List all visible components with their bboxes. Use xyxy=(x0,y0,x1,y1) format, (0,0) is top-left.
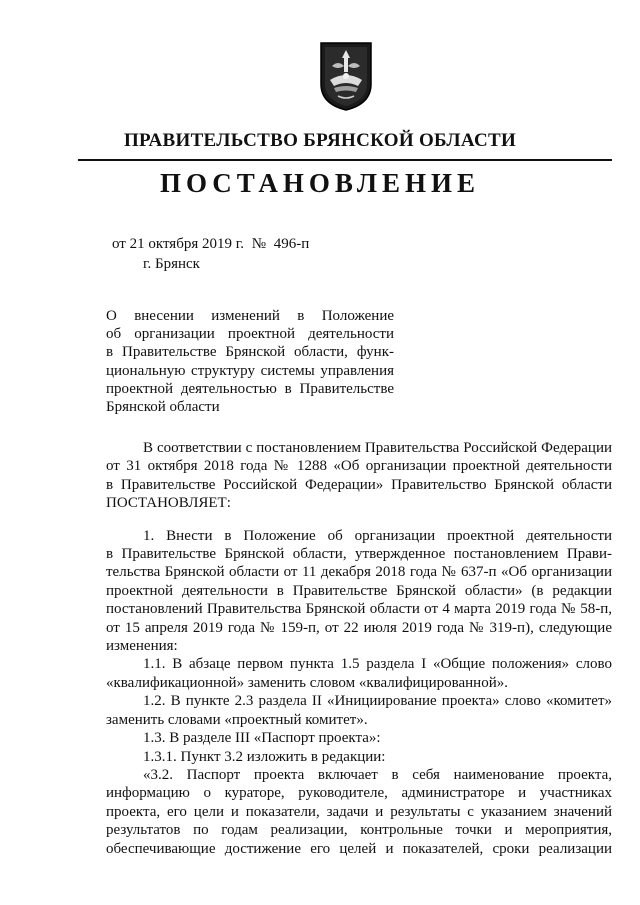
preamble-line: в Правительстве Российской Федерации» Правительство Брянской области xyxy=(106,476,612,493)
header-divider xyxy=(78,159,612,161)
clause-3-2-line: обеспечивающие достижение его целей и показателей, сроки реализации xyxy=(106,840,612,857)
item-1-2-line: 1.2. В пункте 2.3 раздела II «Инициирование проекта» слово «комитет» xyxy=(143,693,612,710)
item-1-line: 1. Внести в Положение об организации проектной деятельности xyxy=(143,527,612,544)
document-date: от 21 октября 2019 г. xyxy=(112,236,244,252)
document-number: 496-п xyxy=(273,236,310,252)
item-1-line: постановлений Правительства Брянской области от 4 марта 2019 года № 58-п, xyxy=(106,601,612,618)
coat-of-arms-icon xyxy=(318,40,374,112)
number-sign: № xyxy=(251,236,267,252)
document-city: г. Брянск xyxy=(143,256,200,272)
subject-line: в Правительстве Брянской области, функ- xyxy=(106,344,394,361)
clause-3-2-line: результатов по годам реализации, контрольные точки и мероприятия, xyxy=(106,822,612,839)
item-1-line: проектной деятельности в Правительстве Брянской области» (в редакции xyxy=(106,582,612,599)
government-title: ПРАВИТЕЛЬСТВО БРЯНСКОЙ ОБЛАСТИ xyxy=(123,130,517,151)
clause-3-2-line: «3.2. Паспорт проекта включает в себя наименование проекта, xyxy=(143,766,612,783)
clause-3-2-line: проекта, его цели и показатели, задачи и результаты с указанием значений xyxy=(106,803,612,820)
document-subject xyxy=(106,307,394,416)
document-type: ПОСТАНОВЛЕНИЕ xyxy=(159,168,481,198)
item-1-3-line: 1.3. В разделе III «Паспорт проекта»: xyxy=(143,730,381,747)
subject-line: циональную структуру системы управления xyxy=(106,362,394,379)
subject-line: об организации проектной деятельности xyxy=(106,326,394,343)
preamble-line: ПОСТАНОВЛЯЕТ: xyxy=(106,495,231,512)
preamble-line: В соответствии с постановлением Правительства Российской Федерации xyxy=(143,440,612,456)
document-date-number xyxy=(112,236,313,253)
item-1-line: в Правительстве Брянской области, утвержденное постановлением Прави- xyxy=(106,546,612,563)
subject-line: Брянской области xyxy=(106,399,220,416)
item-1-1-line: «квалификационной» заменить словом «квалифицированной». xyxy=(106,674,508,691)
item-1-line: от 15 апреля 2019 года № 159-п, от 22 июля 2019 года № 319-п), следующие xyxy=(106,619,612,636)
subject-line: проектной деятельностью в Правительстве xyxy=(106,380,394,397)
document-body xyxy=(106,439,612,858)
item-1-line: изменения: xyxy=(106,638,178,655)
subject-line: О внесении изменений в Положение xyxy=(106,308,394,324)
item-1-1-line: 1.1. В абзаце первом пункта 1.5 раздела I «Общие положения» слово xyxy=(143,656,612,673)
item-1-3-1-line: 1.3.1. Пункт 3.2 изложить в редакции: xyxy=(143,748,386,765)
clause-3-2-line: информацию о кураторе, руководителе, администраторе и участниках xyxy=(106,785,612,802)
item-1-line: тельства Брянской области от 11 декабря 2018 года № 637-п «Об организации xyxy=(106,564,612,581)
preamble-line: от 31 октября 2018 года № 1288 «Об организации проектной деятельности xyxy=(106,458,612,475)
item-1-2-line: заменить словами «проектный комитет». xyxy=(106,711,368,728)
